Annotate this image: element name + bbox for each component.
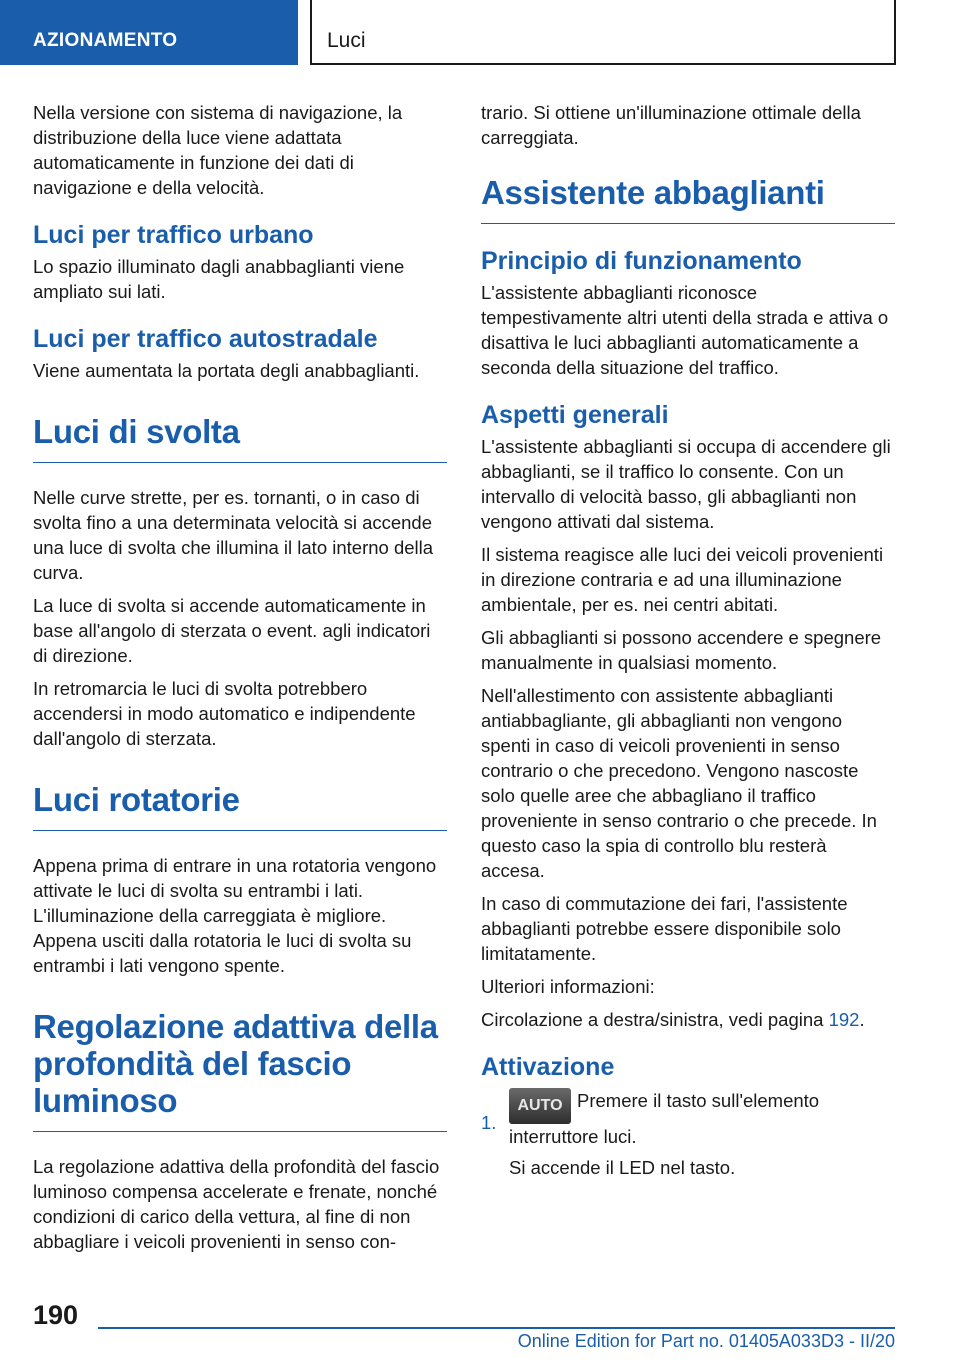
subheading: Luci per traffico autostradale [33,325,378,353]
step-instruction [509,1088,895,1149]
subheading: Principio di funzionamento [481,247,802,275]
paragraph [481,1007,895,1032]
auto-button-icon: AUTO [509,1088,571,1124]
page-title: Luci [310,0,896,65]
footer-divider [98,1327,895,1329]
step-text: Premere il tasto sull'elemento interruttore luci. [509,1090,820,1147]
paragraph: La regolazione adattiva della profondità del fascio luminoso compensa accelerate e frenate, nonché condizioni di carico della vettura, al fine di non abbagliare i veicoli provenienti in senso con- [33,1156,440,1252]
paragraph: L'assistente abbaglianti si occupa di accendere gli abbaglianti, se il traffico lo consente. Con un intervallo di velocità basso, gli abbaglianti non vengono attivati dal sistema. [481,436,891,532]
paragraph: Lo spazio illuminato dagli anabbaglianti viene ampliato sui lati. [33,256,405,302]
section-header: AZIONAMENTO [0,0,298,65]
paragraph: La luce di svolta si accende automaticamente in base all'angolo di sterzata o event. agli indicatori di direzione. [33,595,431,666]
cross-reference-text: Circolazione a destra/sinistra, vedi pagina [481,1009,824,1030]
edition-text: Online Edition for Part no. 01405A033D3 - II/20 [517,1331,895,1351]
paragraph: Gli abbaglianti si possono accendere e spegnere manualmente in qualsiasi momento. [481,627,882,673]
page-link[interactable]: 192 [828,1009,860,1030]
period: . [859,1009,865,1030]
heading: Assistente abbaglianti [481,174,895,224]
heading: Luci di svolta [33,413,447,463]
step-body [509,1088,895,1188]
left-column [33,100,447,1262]
paragraph: Nella versione con sistema di navigazione, la distribuzione della luce viene adattata automaticamente in funzione dei dati di navigazione e della velocità. [33,102,403,198]
paragraph: In caso di commutazione dei fari, l'assistente abbaglianti potrebbe essere disponibile solo limitatamente. [481,893,848,964]
heading: Regolazione adattiva della profondità del fascio luminoso [33,1008,447,1132]
subheading: Aspetti generali [481,401,669,429]
paragraph: Il sistema reagisce alle luci dei veicoli provenienti in direzione contraria e ad una illuminazione ambientale, per es. nei centri abitati. [481,544,884,615]
paragraph: trario. Si ottiene un'illuminazione ottimale della carreggiata. [481,102,861,148]
subheading: Luci per traffico urbano [33,221,314,249]
step-number: 1. [481,1112,497,1133]
paragraph: L'assistente abbaglianti riconosce tempestivamente altri utenti della strada e attiva o disattiva le luci abbaglianti automaticamente a seconda della situazione del traffico. [481,282,889,378]
subheading: Attivazione [481,1053,615,1081]
paragraph: Nell'allestimento con assistente abbaglianti antiabbagliante, gli abbaglianti non vengono spenti in caso di veicoli provenienti in senso contrario o che precedono. Vengono nascoste solo quelle aree che abbagliano il traffico proveniente in senso contrario o che precede. In questo caso la spia di controllo blu resterà accesa. [481,685,877,881]
paragraph: Nelle curve strette, per es. tornanti, o in caso di svolta fino a una determinata velocità si accende una luce di svolta che illumina il lato interno della curva. [33,487,434,583]
paragraph: Appena prima di entrare in una rotatoria vengono attivate le luci di svolta su entrambi i lati. L'illuminazione della carreggiata è migliore. Appena usciti dalla rotatoria le luci di svolta su entrambi i lati vengono spente. [33,855,437,976]
step-item [481,1088,895,1188]
heading: Luci rotatorie [33,781,447,831]
paragraph: Viene aumentata la portata degli anabbaglianti. [33,360,420,381]
page-number: 190 [33,1300,79,1330]
right-column [481,100,895,1188]
paragraph: Ulteriori informazioni: [481,976,655,997]
paragraph: In retromarcia le luci di svolta potrebbero accendersi in modo automatico e indipendente dall'angolo di sterzata. [33,678,416,749]
step-result: Si accende il LED nel tasto. [509,1157,736,1178]
